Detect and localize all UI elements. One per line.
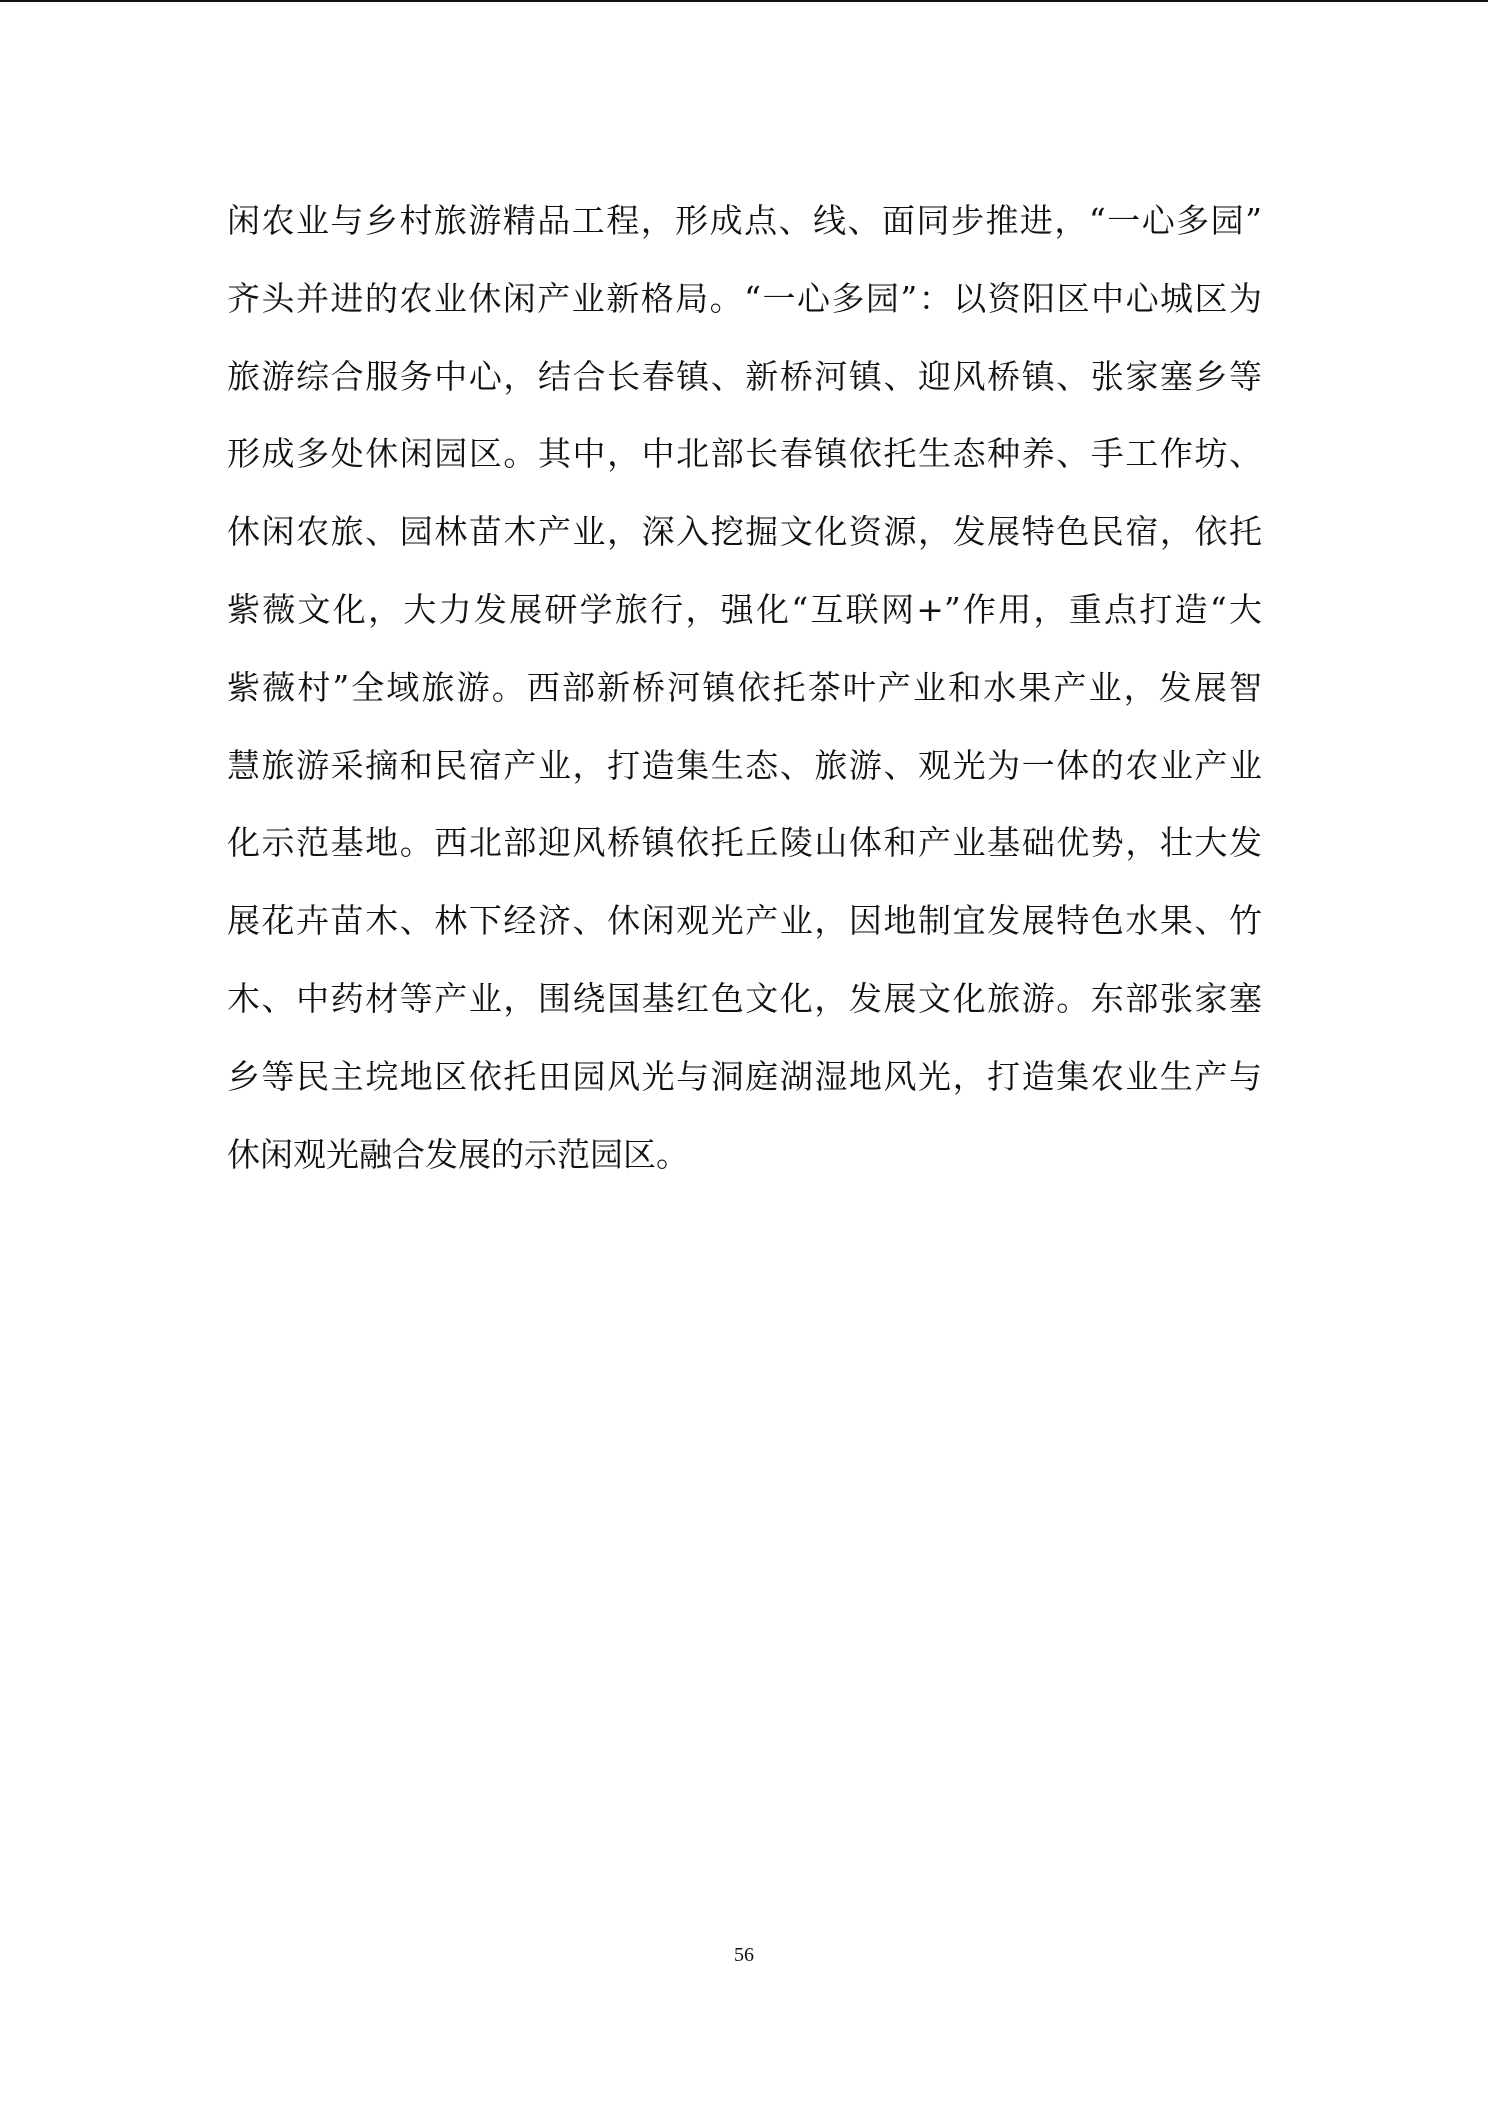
paragraph-line: 木、中药材等产业，围绕国基红色文化，发展文化旅游。东部张家塞 bbox=[227, 978, 1262, 1018]
paragraph-line: 旅游综合服务中心，结合长春镇、新桥河镇、迎风桥镇、张家塞乡等 bbox=[227, 356, 1262, 396]
paragraph-line: 乡等民主垸地区依托田园风光与洞庭湖湿地风光，打造集农业生产与 bbox=[227, 1056, 1262, 1096]
paragraph-line: 展花卉苗木、林下经济、休闲观光产业，因地制宜发展特色水果、竹 bbox=[227, 901, 1262, 941]
paragraph-line: 紫薇文化，大力发展研学旅行，强化“互联网+”作用，重点打造“大 bbox=[227, 589, 1262, 629]
paragraph-line: 休闲观光融合发展的示范园区。 bbox=[227, 1134, 689, 1174]
paragraph-line: 形成多处休闲园区。其中，中北部长春镇依托生态种养、手工作坊、 bbox=[227, 434, 1262, 474]
body-paragraph bbox=[227, 182, 1262, 1193]
paragraph-line: 紫薇村”全域旅游。西部新桥河镇依托茶叶产业和水果产业，发展智 bbox=[227, 667, 1262, 707]
paragraph-line: 休闲农旅、园林苗木产业，深入挖掘文化资源，发展特色民宿，依托 bbox=[227, 512, 1262, 552]
paragraph-line: 齐头并进的农业休闲产业新格局。“一心多园”：以资阳区中心城区为 bbox=[227, 278, 1262, 318]
paragraph-line: 闲农业与乡村旅游精品工程，形成点、线、面同步推进，“一心多园” bbox=[227, 201, 1262, 240]
paragraph-line: 化示范基地。西北部迎风桥镇依托丘陵山体和产业基础优势，壮大发 bbox=[227, 823, 1262, 863]
paragraph-line: 慧旅游采摘和民宿产业，打造集生态、旅游、观光为一体的农业产业 bbox=[227, 745, 1262, 785]
page-number: 56 bbox=[734, 1944, 754, 1966]
